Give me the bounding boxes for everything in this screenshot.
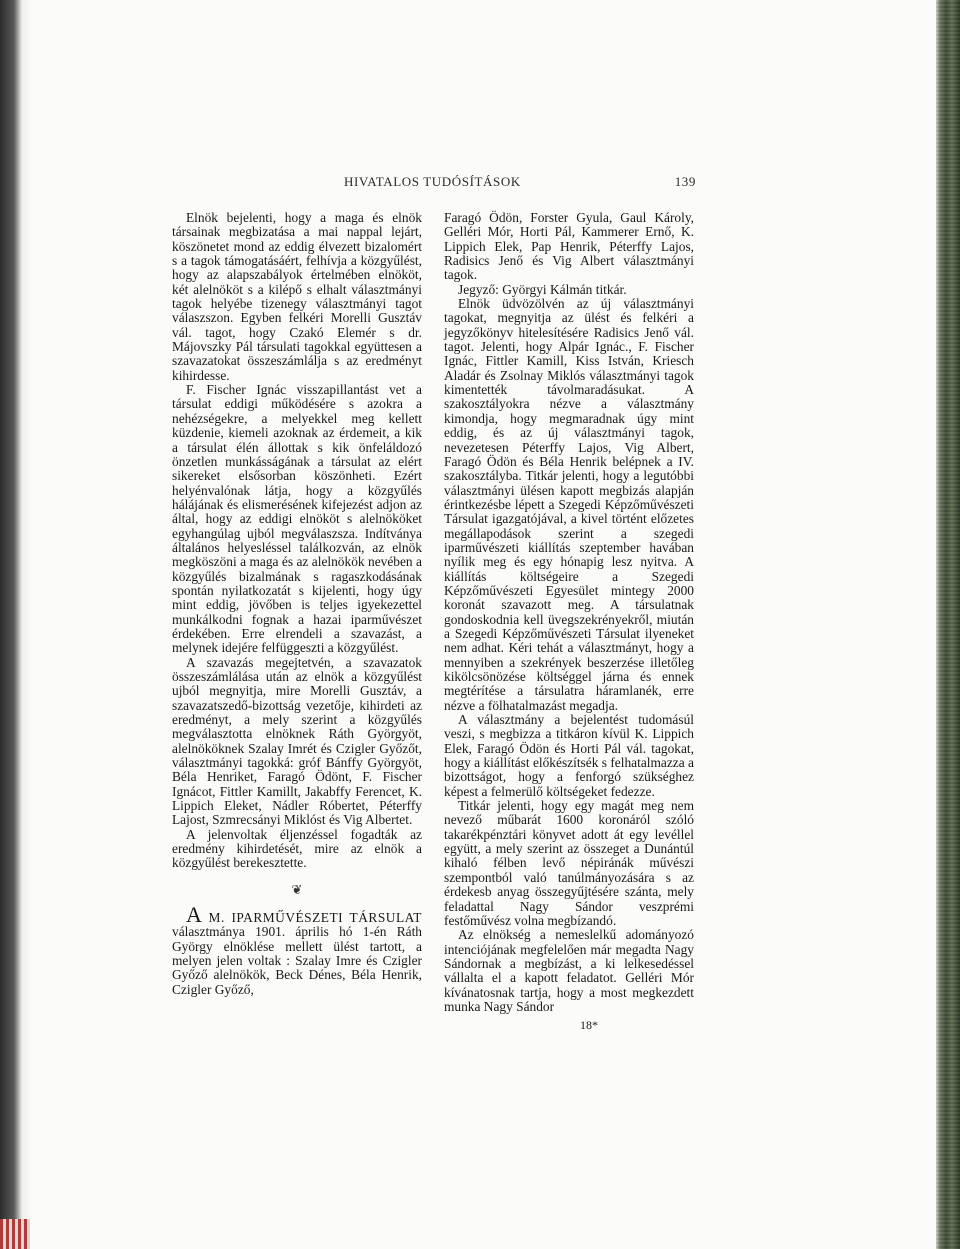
paragraph: Titkár jelenti, hogy egy magát meg nem nevező műbarát 1600 koronáról szóló takarékpénztári könyvet adott át egy levéllel együtt, a mely szerint az összeget a Dunántúl kihaló félben levő népiránák művészi szempontból való tanúlmányozására s az érdekesb anyag összegyűjtésére szánta, mely feladattal Nagy Sándor veszprémi festőművész volna megbízandó. [444,798,694,928]
book-gutter-edge [0,0,40,1249]
section-heading: M. IPARMŰVÉSZETI TÁRSULAT [201,909,422,925]
paragraph: Faragó Ödön, Forster Gyula, Gaul Károly, Gelléri Mór, Horti Pál, Kammerer Ernő, K. Lippich Elek, Pap Henrik, Péterffy Lajos, Radisics Jenő és Vig Albert választmányi tagok. [444,210,694,283]
section-body: választmánya 1901. április hó 1-én Ráth György elnöklése mellett ülést tartott, a melyen jelen voltak : Szalay Imre és Czigler Győző alelnökök, Beck Dénes, Béla Henrik, Czigler Győző, [172,924,422,997]
paragraph: F. Fischer Ignác visszapillantást vet a társulat eddigi működésére s azokra a nehézségekre, a melyekkel meg kellett küzdenie, kiemeli azoknak az érdemeit, a kik a társulat élén állottak s kik önfeláldozó önzetlen munkásságának a társulat az elért sikereket elsősorban köszönheti. Ezért helyénvalónak látja, hogy a közgyűlés hálájának és elismerésének kifejezést adjon az által, hogy az eddigi elnököt s alelnököket egyhangúlag ujból megválaszsza. Indítványa általános helyesléssel találkozván, az elnök megköszöni a maga és az alelnökök nevében a közgyűlés bizalmának s ragaszkodásának spontán nyilatkozatát s kijelenti, hogy úgy mint eddig, jövőben is teljes igyekezettel munkálkodni fognak a hazai iparművészet érdekében. Erre elrendeli a szavazást, a melynek idejére felfüggeszti a közgyűlést. [172,382,422,656]
running-head-title: HIVATALOS TUDÓSÍTÁSOK [344,174,521,189]
book-cover-edge [936,0,960,1249]
fleuron-ornament-icon: ❦ [291,881,303,897]
signature-mark: 18* [580,1018,598,1033]
paragraph: A szavazás megejtetvén, a szavazatok összeszámlálása után az elnök a közgyűlést ujból megnyitja, mire Morelli Gusztáv, a szavazatszedő-bizottság vezetője, kihirdeti az eredményt, a mely szerint a közgyűlés megválasztotta elnöknek Ráth Györgyöt, alelnököknek Szalay Imrét és Czigler Győzőt, választmányi tagokká: gróf Bánffy Györgyöt, Béla Henriket, Faragó Ödönt, F. Fischer Ignácot, Fittler Kamillt, Jakabffy Ferencet, K. Lippich Eleket, Nádler Róbertet, Péterffy Lajost, Szmrecsányi Miklóst és Vig Albertet. [172,654,422,828]
dropcap-letter: A [186,901,202,927]
left-column [172,211,422,997]
paragraph: A választmány a bejelentést tudomásúl veszi, s megbizza a titkáron kívül K. Lippich Elek, Faragó Ödön és Horti Pál vál. tagokat, hogy a kiállítást előkészítsék s felhatalmazza a bizottságot, hogy a fenforgó szükséghez képest a felmerülő költségeket fedezze. [444,712,694,799]
paragraph: Elnök üdvözölvén az új választmányi tagokat, megnyitja az ülést és felkéri a jegyzőkönyv hitelesítésére Radisics Jenő vál. tagot. Jelenti, hogy Alpár Ignác., F. Fischer Ignác, Fittler Kamill, Kiss István, Kriesch Aladár és Zsolnay Miklós választmányi tagok kimentették távolmaradásukat. A szakosztályokra nézve a választmány kimondja, hogy megmaradnak úgy mint eddig, és az új választmányi tagok, nevezetesen Péterffy Lajos, Vig Albert, Faragó Ödön és Béla Henrik belépnek a IV. szakosztályba. Titkár jelenti, hogy a legutóbbi választmányi ülésen kapott megbizás alapján érintkezésbe lépett a Szegedi Képzőművészeti Társulat igazgatójával, a kivel történt előzetes megállapodások szerint a szegedi iparművészeti kiállítás szeptember havában nyílik meg és egy hónapig lesz nyitva. A kiállítás költségeire a Szegedi Képzőművészeti Egyesület mintegy 2000 koronát szavazott meg. A társulatnak gondoskodnia kell üvegszekrényekről, miután a Szegedi Képzőművészeti Társulat ilyeneket nem adhat. Kéri tehát a választmányt, hogy a mennyiben a szekrények beszerzése illetőleg kikölcsönözése költséggel járna és ennek megtérítése a társulatra háramlanék, erre nézve a fölhatalmazást megadja. [444,296,694,713]
paragraph: Elnök bejelenti, hogy a maga és elnök társainak megbizatása a mai nappal lejárt, köszönetet mond az eddig élvezett bizalomért s a tagok támogatásáért, felhívja a közgyűlést, hogy az alapszabályok értelmében elnököt, két alelnököt s a kilépő s elhalt választmányi tagok helyébe tizenegy választmányi tagot válaszszon. Egyben felkéri Morelli Gusztáv vál. tagot, hogy Czakó Elemér s dr. Májovszky Pál társulati tagokkal együttesen a szavazatokat összeszámlálja s az eredményt kihirdesse. [172,210,422,383]
paragraph: A jelenvoltak éljenzéssel fogadták az eredmény kihirdetését, mire az elnök a közgyűlést berekesztette. [172,826,422,871]
paragraph: Jegyző: Györgyi Kálmán titkár. [458,281,627,297]
right-column [444,211,694,1032]
page-number: 139 [674,174,696,189]
paragraph: Az elnökség a nemeslelkű adományozó intenciójának megfelelően már megadta Nagy Sándornak a megbízást, a ki lelkesedéssel vállalta el a kapott feladatot. Gelléri Mór kívánatosnak tartja, hogy a most megkezdett munka Nagy Sándor [444,927,694,1014]
section-paragraph [172,901,422,997]
